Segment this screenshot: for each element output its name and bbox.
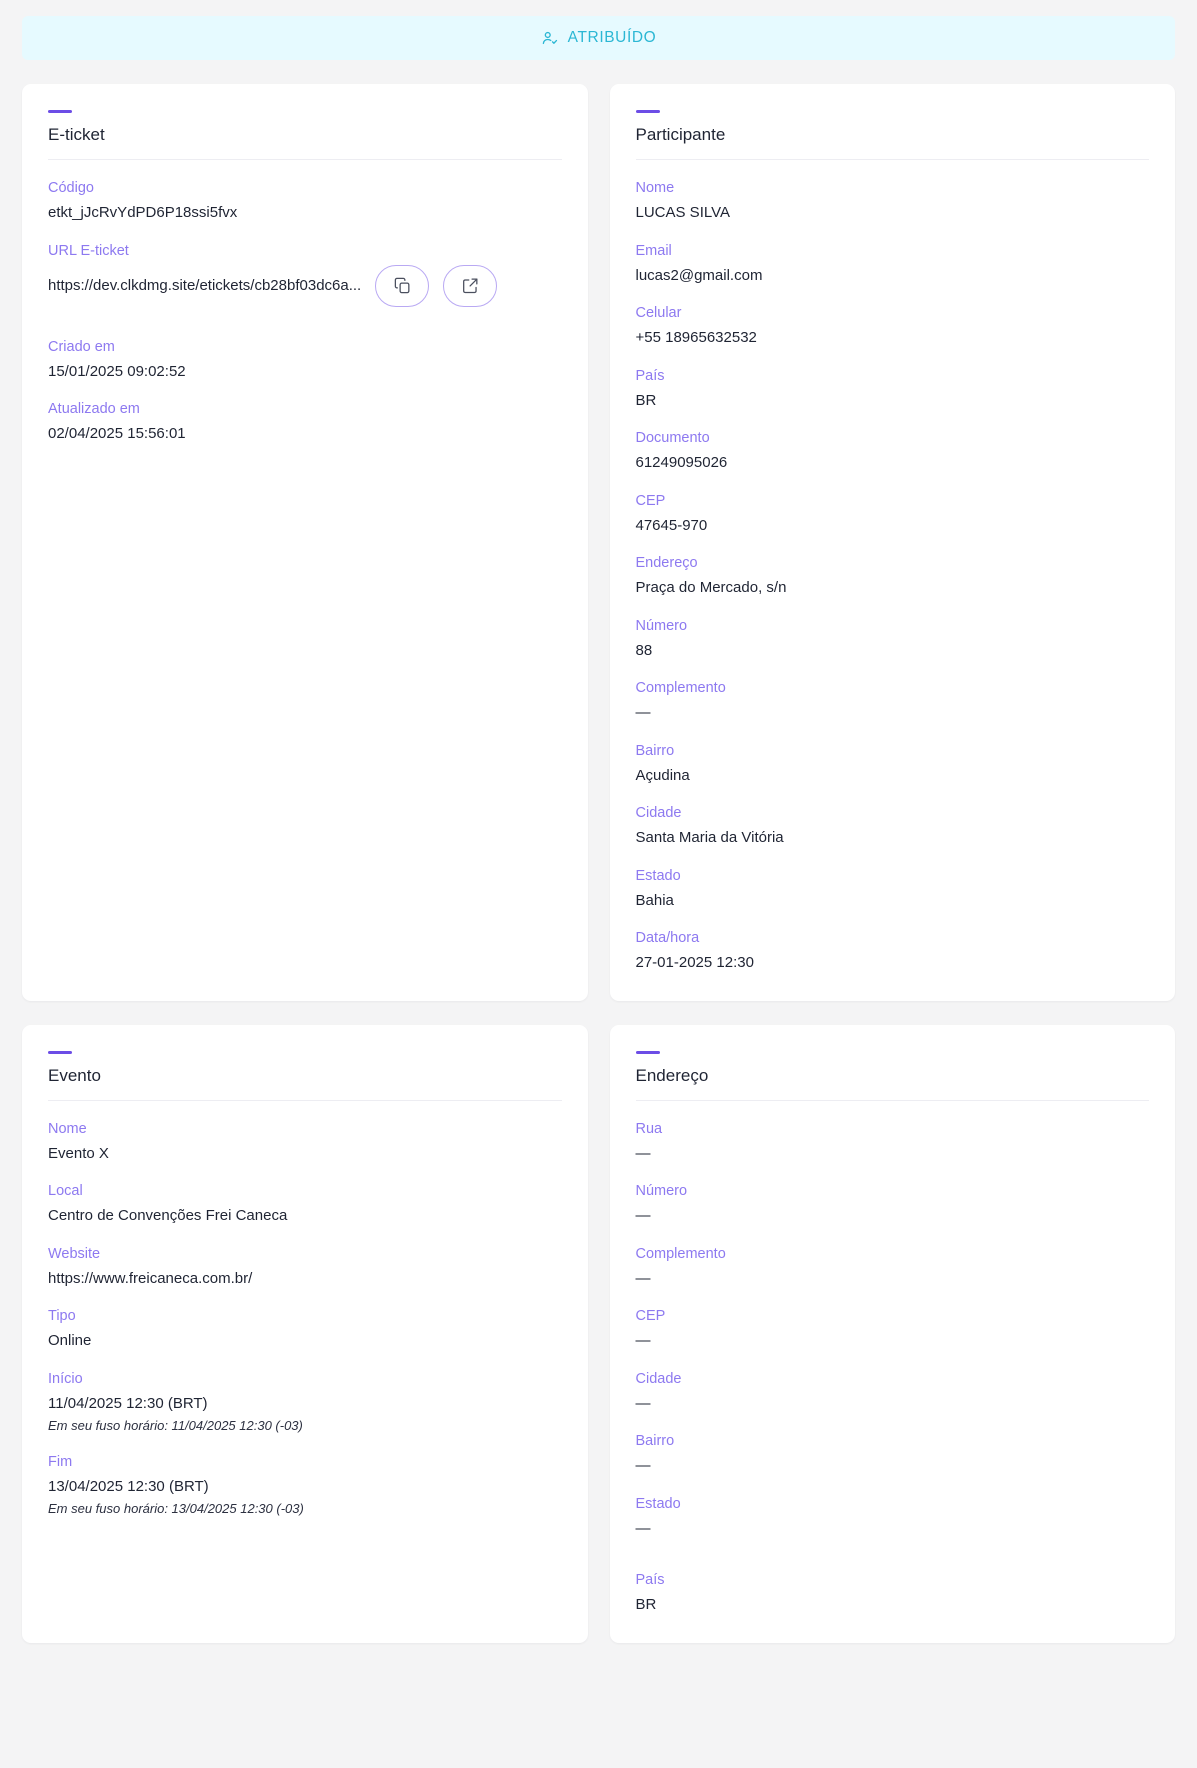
field-pais [636, 366, 1150, 413]
field-value-endereco-rua: — [635, 1144, 651, 1162]
field-value-endereco-bairro: — [635, 1457, 651, 1475]
field-datahora [636, 928, 1150, 975]
field-value-codigo: etkt_jJcRvYdPD6P18ssi5fvx [48, 204, 238, 222]
divider [48, 1100, 562, 1101]
divider [636, 159, 1150, 160]
field-label-endereco: Endereço [635, 555, 698, 572]
field-value-endereco-cep: — [635, 1332, 651, 1350]
field-label-endereco-cep: CEP [635, 1308, 666, 1325]
field-label-endereco-bairro: Bairro [635, 1433, 675, 1450]
field-value-numero: 88 [635, 641, 653, 659]
field-url-eticket [48, 241, 562, 307]
field-label-cep: CEP [635, 492, 666, 509]
card-title-evento: Evento [48, 1065, 101, 1085]
field-label-evento-fim: Fim [48, 1453, 73, 1470]
field-value-url-eticket: https://dev.clkdmg.site/etickets/cb28bf03dc6a... [48, 277, 362, 295]
field-label-endereco-rua: Rua [635, 1120, 663, 1137]
field-value-estado: Bahia [635, 891, 674, 909]
field-label-numero: Número [635, 617, 688, 634]
field-label-cidade: Cidade [635, 805, 682, 822]
field-label-complemento: Complemento [635, 680, 726, 697]
field-estado [636, 866, 1150, 913]
field-value-datahora: 27-01-2025 12:30 [635, 954, 754, 972]
field-value-evento-inicio: 11/04/2025 12:30 (BRT) [48, 1394, 208, 1412]
field-value-evento-nome: Evento X [48, 1144, 109, 1162]
field-cidade [636, 803, 1150, 850]
field-value-cidade: Santa Maria da Vitória [635, 829, 784, 847]
field-endereco-complemento [636, 1244, 1150, 1291]
field-celular [636, 303, 1150, 350]
field-email [636, 241, 1150, 288]
field-label-evento-website: Website [48, 1245, 101, 1262]
field-value-endereco-numero: — [635, 1207, 651, 1225]
card-accent-bar [636, 1051, 660, 1054]
field-label-evento-nome: Nome [48, 1120, 87, 1137]
field-value-endereco-pais: BR [635, 1596, 657, 1614]
person-check-icon [541, 29, 559, 47]
field-endereco-cep [636, 1306, 1150, 1353]
field-value-nome: LUCAS SILVA [635, 204, 730, 222]
field-documento [636, 428, 1150, 475]
field-evento-inicio [48, 1369, 562, 1436]
field-bairro [636, 741, 1150, 788]
status-badge [22, 16, 1175, 60]
copy-icon [393, 276, 412, 295]
field-value-atualizado-em: 02/04/2025 15:56:01 [48, 425, 186, 443]
field-label-pais: País [635, 367, 665, 384]
field-complemento [636, 678, 1150, 725]
field-label-documento: Documento [635, 430, 710, 447]
field-value-complemento: — [635, 704, 651, 722]
field-label-endereco-cidade: Cidade [635, 1370, 682, 1387]
field-label-criado-em: Criado em [48, 338, 115, 355]
field-endereco [636, 553, 1150, 600]
card-accent-bar [636, 110, 660, 113]
field-endereco-cidade [636, 1369, 1150, 1416]
cards-grid [22, 84, 1175, 1643]
card-evento [22, 1025, 588, 1643]
field-value-evento-tipo: Online [48, 1332, 92, 1350]
copy-url-button[interactable] [375, 265, 429, 307]
card-participante [610, 84, 1176, 1001]
field-label-codigo: Código [48, 180, 94, 196]
card-accent-bar [48, 110, 72, 113]
field-value-evento-website[interactable]: https://www.freicaneca.com.br/ [48, 1269, 253, 1287]
field-label-evento-inicio: Início [48, 1370, 83, 1387]
field-label-celular: Celular [635, 305, 682, 322]
field-value-endereco-complemento: — [635, 1269, 651, 1287]
field-value-cep: 47645-970 [635, 516, 708, 534]
divider [48, 159, 562, 160]
field-evento-nome [48, 1119, 562, 1166]
field-nome [636, 178, 1150, 225]
field-cep [636, 491, 1150, 538]
field-codigo [48, 178, 562, 225]
field-label-bairro: Bairro [635, 742, 675, 759]
field-evento-tipo [48, 1306, 562, 1353]
card-accent-bar [48, 1051, 72, 1054]
card-title-endereco: Endereço [635, 1065, 709, 1085]
field-value-email: lucas2@gmail.com [635, 266, 763, 284]
field-value-pais: BR [635, 391, 657, 409]
field-numero [636, 616, 1150, 663]
field-label-endereco-numero: Número [635, 1183, 688, 1200]
field-endereco-bairro [636, 1431, 1150, 1478]
field-label-endereco-pais: País [635, 1572, 665, 1589]
field-endereco-estado [636, 1494, 1150, 1541]
field-value-endereco-estado: — [635, 1519, 651, 1537]
card-endereco [610, 1025, 1176, 1643]
field-label-evento-tipo: Tipo [48, 1308, 76, 1325]
field-evento-fim [48, 1452, 562, 1519]
card-title-eticket: E-ticket [48, 125, 105, 144]
field-sub-evento-fim: Em seu fuso horário: 13/04/2025 12:30 (-03) [48, 1501, 304, 1517]
field-value-bairro: Açudina [635, 766, 690, 784]
field-evento-local [48, 1181, 562, 1228]
field-label-datahora: Data/hora [635, 930, 700, 947]
field-value-celular: +55 18965632532 [635, 329, 757, 347]
field-label-estado: Estado [635, 867, 681, 884]
open-url-button[interactable] [443, 265, 497, 307]
field-label-endereco-complemento: Complemento [635, 1245, 726, 1262]
field-label-url-eticket: URL E-ticket [48, 242, 129, 259]
status-badge-label: ATRIBUÍDO [567, 29, 657, 46]
field-value-documento: 61249095026 [635, 454, 728, 472]
field-label-atualizado-em: Atualizado em [48, 401, 140, 418]
field-endereco-pais [636, 1570, 1150, 1617]
field-evento-website [48, 1244, 562, 1291]
field-atualizado-em [48, 399, 562, 446]
field-criado-em [48, 337, 562, 384]
field-endereco-rua [636, 1119, 1150, 1166]
divider [636, 1100, 1150, 1101]
field-value-criado-em: 15/01/2025 09:02:52 [48, 362, 186, 380]
url-row [48, 265, 562, 307]
card-eticket [22, 84, 588, 1001]
field-label-email: Email [635, 242, 672, 259]
card-title-participante: Participante [635, 125, 726, 144]
external-link-icon [461, 276, 480, 295]
field-endereco-numero [636, 1181, 1150, 1228]
field-value-evento-local: Centro de Convenções Frei Caneca [48, 1207, 288, 1225]
field-value-endereco: Praça do Mercado, s/n [635, 579, 787, 597]
field-value-evento-fim: 13/04/2025 12:30 (BRT) [48, 1477, 209, 1495]
field-label-endereco-estado: Estado [635, 1495, 681, 1512]
field-sub-evento-inicio: Em seu fuso horário: 11/04/2025 12:30 (-03) [48, 1418, 303, 1434]
field-label-nome: Nome [635, 180, 675, 196]
field-value-endereco-cidade: — [635, 1394, 651, 1412]
field-label-evento-local: Local [48, 1183, 83, 1200]
